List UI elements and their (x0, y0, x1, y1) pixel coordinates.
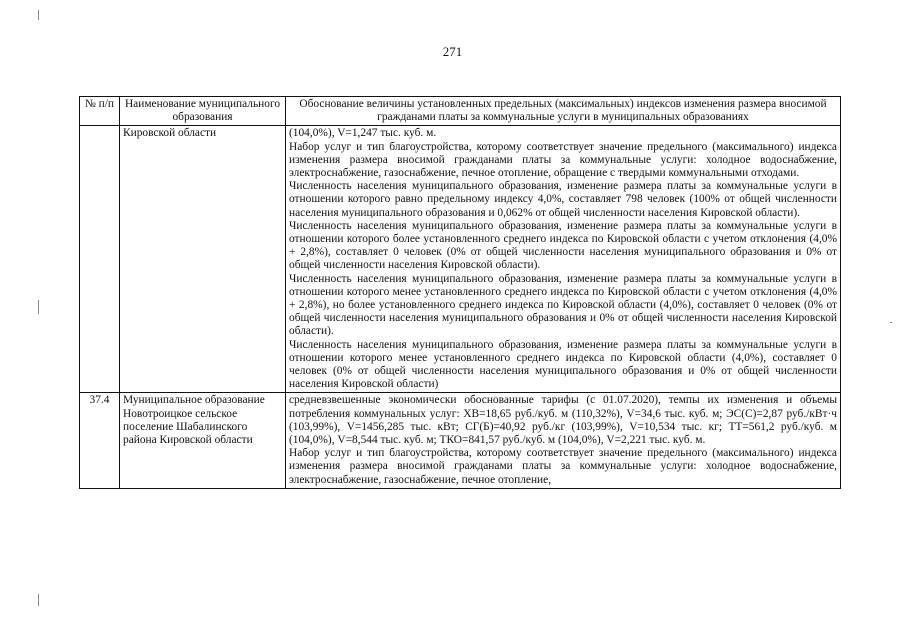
data-table (79, 96, 841, 489)
table-row (80, 126, 841, 393)
row-num: 37.4 (80, 393, 120, 488)
paragraph: Численность населения муниципального образования, изменение размера платы за коммунальные услуги в отношении которого более установленного среднего индекса по Кировской области с учетом отклонения (4,0% + 2,8%), составляет 0 человек (0% от общей численности населения муниципального образования и 0% от общей численности населения Кировской области). (289, 219, 837, 272)
row-description (286, 393, 841, 488)
header-description: Обоснование величины установленных предельных (максимальных) индексов изменения размера вносимой гражданами платы за коммунальные услуги в муниципальных образованиях (286, 97, 841, 126)
margin-mark (38, 300, 39, 314)
paragraph: средневзвешенные экономически обоснованные тарифы (с 01.07.2020), темпы их изменения и объемы потребления коммунальных услуг: ХВ=18,65 руб./куб. м (110,32%), V=34,6 тыс. куб. м; ЭС(С)=2,87 руб./кВт·ч (103,99%), V=1456,285 тыс. кВт; СГ(Б)=40,92 руб./кг (103,99%), V=10,534 тыс. кг; ТТ=561,2 руб./куб. м (104,0%), V=8,544 тыс. куб. м; ТКО=841,57 руб./куб. м (104,0%), V=2,221 тыс. куб. м. (289, 394, 837, 447)
margin-mark (890, 322, 892, 323)
row-name: Муниципальное образование Новотроицкое сельское поселение Шабалинского района Кировской области (120, 393, 286, 488)
margin-mark (38, 594, 39, 606)
paragraph: (104,0%), V=1,247 тыс. куб. м. (289, 127, 437, 140)
table-row (80, 393, 841, 488)
header-num: № п/п (80, 97, 120, 126)
paragraph: Численность населения муниципального образования, изменение размера платы за коммунальные услуги в отношении которого менее установленного среднего индекса по Кировской области (4,0%), составляет 0 человек (0% от общей численности населения муниципального образования и 0% от общей численности населения Кировской области) (289, 338, 837, 391)
paragraph: Численность населения муниципального образования, изменение размера платы за коммунальные услуги в отношении которого равно предельному индексу 4,0%, составляет 798 человек (100% от общей численности населения муниципального образования и 0,062% от общей численности населения Кировской области). (289, 180, 837, 219)
row-num (80, 126, 120, 393)
paragraph: Численность населения муниципального образования, изменение размера платы за коммунальные услуги в отношении которого менее установленного среднего индекса по Кировской области с учетом отклонения (4,0% + 2,8%), но более установленного среднего индекса по Кировской области (4,0%), составляет 0 человек (0% от общей численности населения муниципального образования и 0% от общей численности населения Кировской области). (289, 272, 837, 338)
page-number: 271 (442, 44, 463, 59)
table-header-row (80, 97, 841, 126)
row-description (286, 126, 841, 393)
row-name: Кировской области (120, 126, 286, 393)
margin-mark (38, 10, 39, 20)
paragraph: Набор услуг и тип благоустройства, которому соответствует значение предельного (максимального) индекса изменения размера вносимой гражданами платы за коммунальные услуги: холодное водоснабжение, электроснабжение, газоснабжение, печное отопление, (289, 447, 837, 486)
paragraph: Набор услуг и тип благоустройства, которому соответствует значение предельного (максимального) индекса изменения размера вносимой гражданами платы за коммунальные услуги: холодное водоснабжение, электроснабжение, газоснабжение, печное отопление, обращение с твердыми коммунальными отходами. (289, 140, 837, 180)
header-name: Наименование муниципального образования (120, 97, 286, 126)
